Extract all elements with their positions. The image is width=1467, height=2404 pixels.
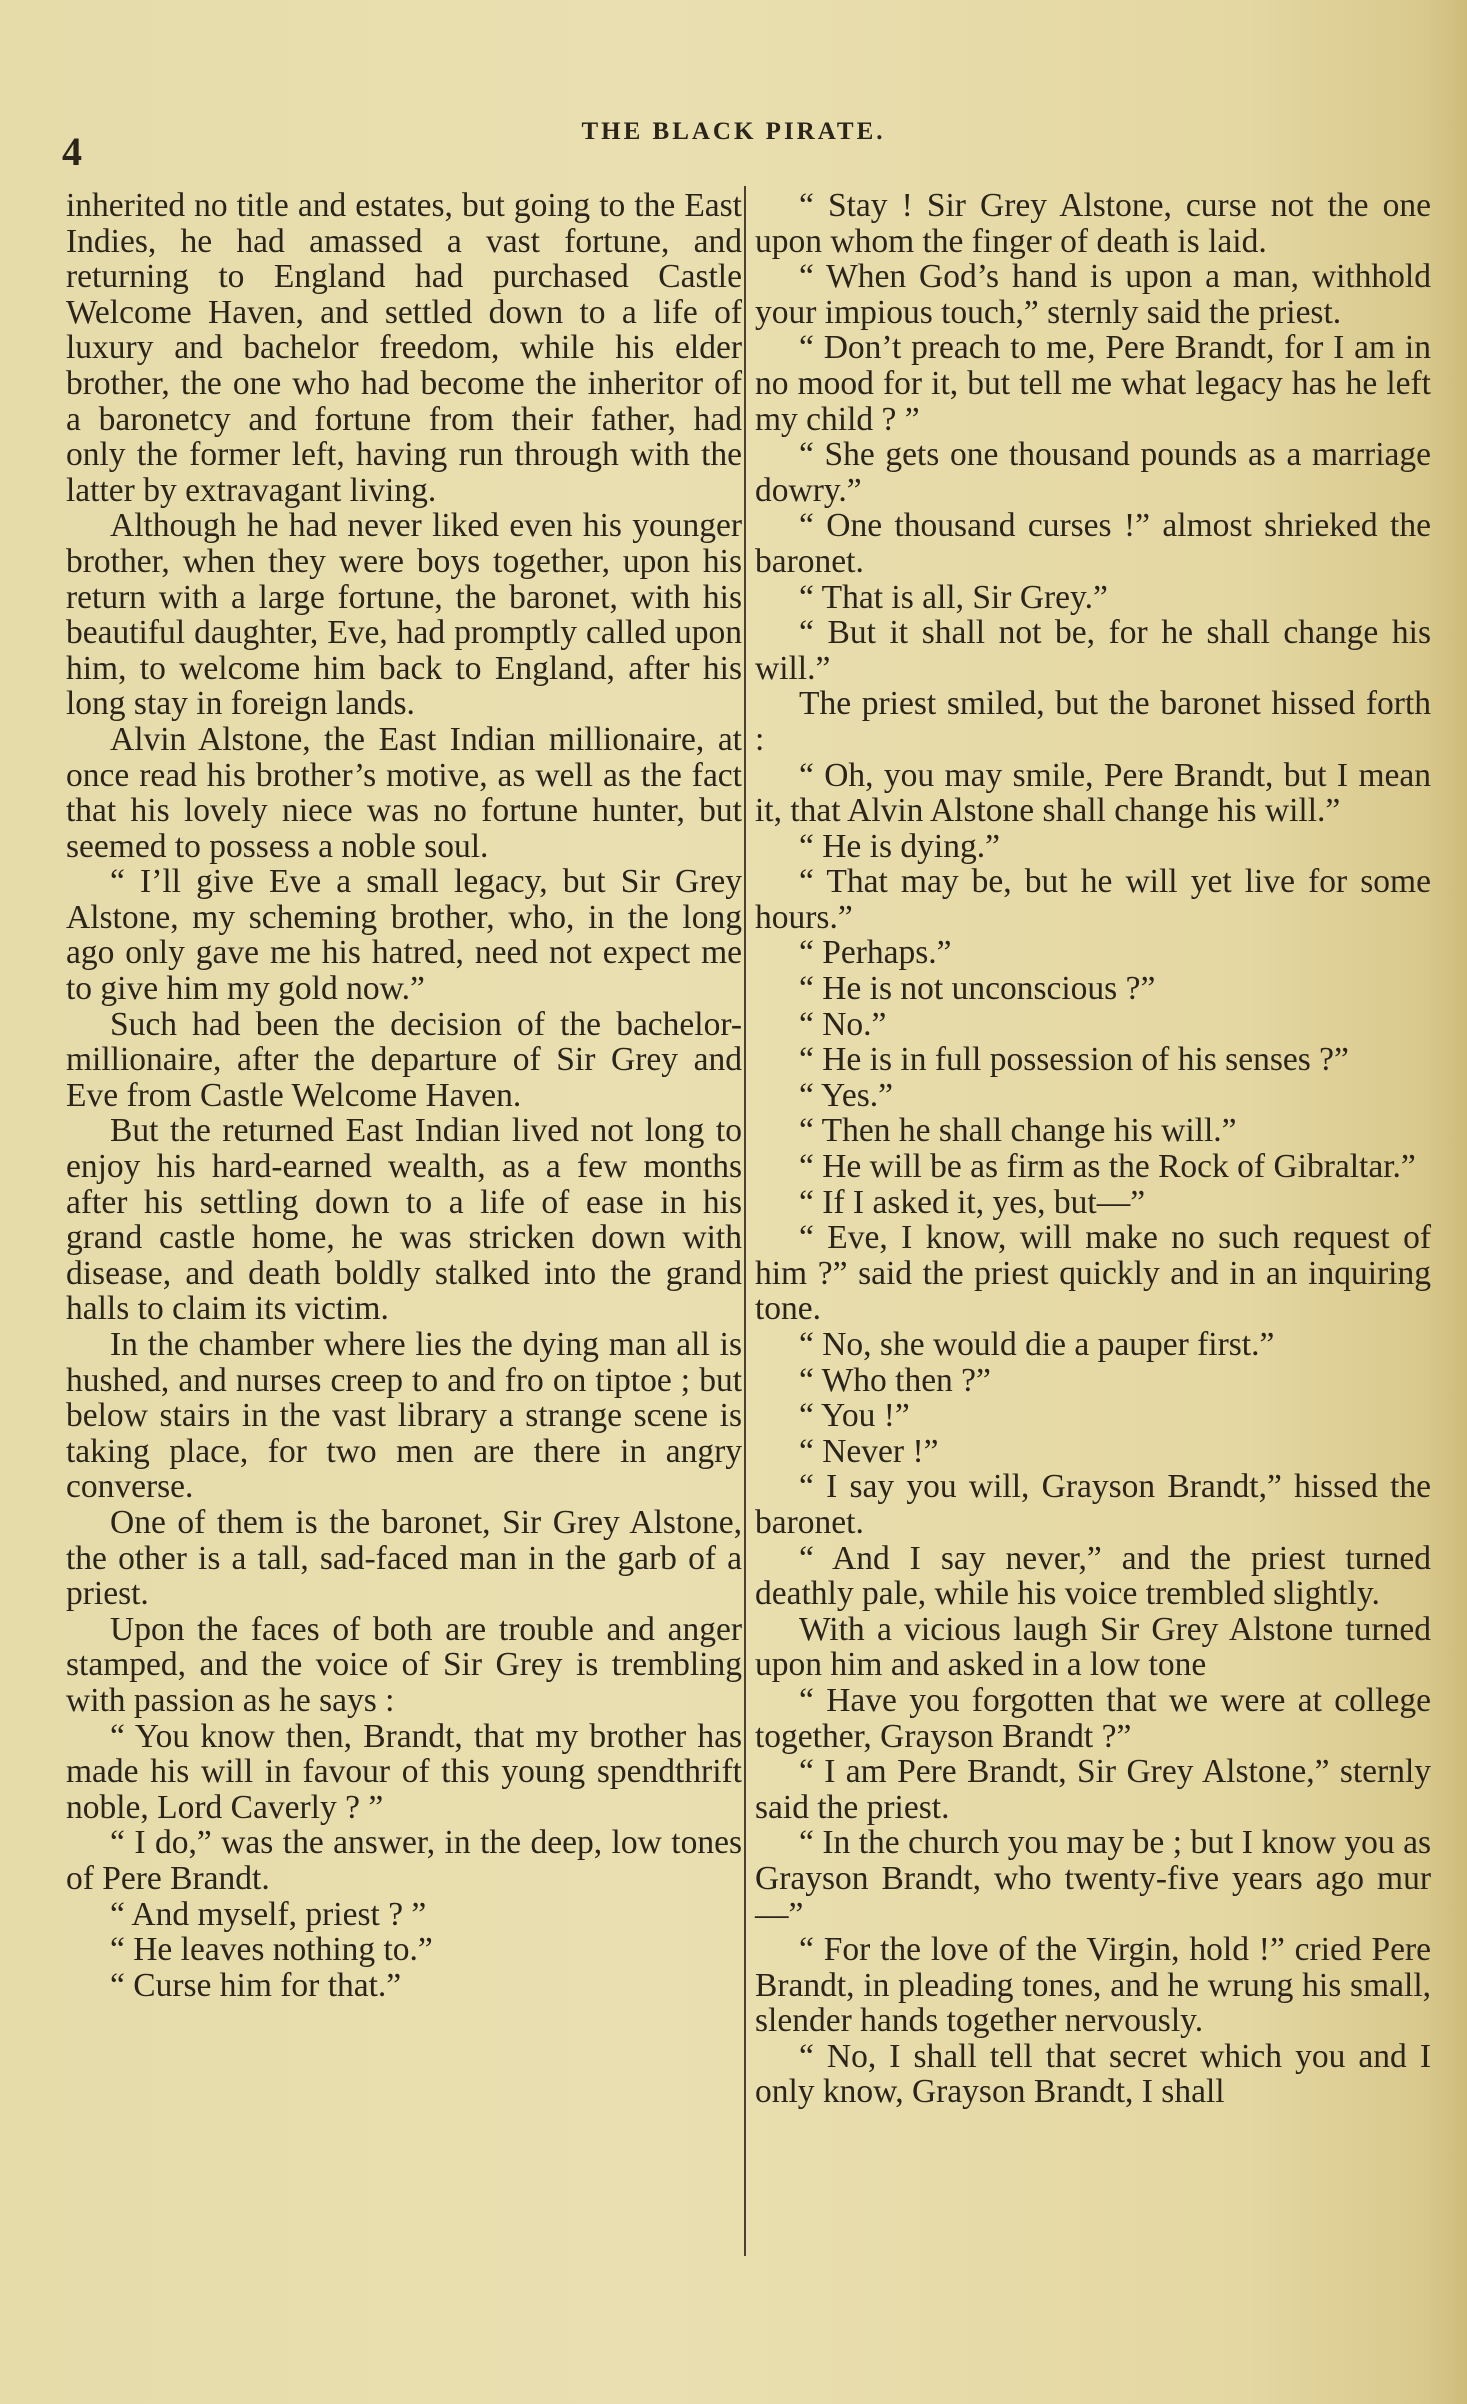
paragraph: “ No, she would die a pauper first.” — [799, 1326, 1275, 1363]
paragraph: “ That may be, but he will yet live for some hours.” — [755, 863, 1431, 936]
paragraph: “ He will be as firm as the Rock of Gibraltar.” — [799, 1148, 1416, 1186]
paragraph: “ Stay ! Sir Grey Alstone, curse not the one upon whom the finger of death is laid. — [755, 187, 1431, 260]
right-column — [755, 188, 1431, 2110]
paragraph: “ One thousand curses !” almost shrieked the baronet. — [755, 507, 1431, 580]
running-title: THE BLACK PIRATE. — [581, 118, 886, 145]
paragraph: “ You know then, Brandt, that my brother has made his will in favour of this young spendthrift noble, Lord Caverly ? ” — [66, 1717, 742, 1826]
paragraph: But the returned East Indian lived not long to enjoy his hard-earned wealth, as a few months after his settling down to a life of ease in his grand castle home, he was stricken down with disease, and death boldly stalked into the grand halls to claim its victim. — [66, 1112, 742, 1328]
paragraph: The priest smiled, but the baronet hissed forth : — [755, 685, 1431, 758]
paragraph: “ No.” — [799, 1005, 887, 1043]
paragraph: “ No, I shall tell that secret which you and I only know, Grayson Brandt, I shall — [755, 2037, 1431, 2111]
paragraph: “ Perhaps.” — [799, 934, 952, 972]
paragraph: “ If I asked it, yes, but—” — [799, 1183, 1146, 1221]
paragraph: In the chamber where lies the dying man all is hushed, and nurses creep to and fro on tiptoe ; but below stairs in the vast library a strange scene is taking place, for two men are there in angry converse. — [66, 1326, 742, 1506]
paragraph: “ She gets one thousand pounds as a marriage dowry.” — [755, 436, 1431, 509]
paragraph: “ In the church you may be ; but I know you as Grayson Brandt, who twenty-five years ago mur—” — [755, 1824, 1431, 1933]
paragraph: “ And myself, priest ? ” — [110, 1895, 427, 1933]
paragraph: One of them is the baronet, Sir Grey Alstone, the other is a tall, sad-faced man in the garb of a priest. — [66, 1503, 742, 1613]
paragraph: “ I’ll give Eve a small legacy, but Sir Grey Alstone, my scheming brother, who, in the long ago only gave me his hatred, need not expect me to give him my gold now.” — [66, 863, 742, 1008]
paragraph: Although he had never liked even his younger brother, when they were boys together, upon his return with a large fortune, the baronet, with his beautiful daughter, Eve, had promptly called upon him, to welcome him back to England, after his long stay in foreign lands. — [66, 507, 742, 723]
left-column — [66, 188, 742, 2003]
paragraph: “ And I say never,” and the priest turned deathly pale, while his voice trembled slightly. — [755, 1539, 1431, 1613]
paragraph: “ When God’s hand is upon a man, withhold your impious touch,” sternly said the priest. — [755, 258, 1431, 331]
paragraph: “ He is not unconscious ?” — [799, 970, 1156, 1008]
paragraph: “ He leaves nothing to.” — [110, 1931, 433, 1969]
paragraph: “ For the love of the Virgin, hold !” cried Pere Brandt, in pleading tones, and he wrung his small, slender hands together nervously. — [755, 1931, 1431, 2040]
page-number: 4 — [62, 129, 82, 174]
paragraph: “ He is dying.” — [799, 827, 1000, 865]
column-divider — [744, 186, 746, 2256]
paragraph: “ Oh, you may smile, Pere Brandt, but I mean it, that Alvin Alstone shall change his will.” — [755, 756, 1431, 830]
paragraph: Alvin Alstone, the East Indian millionaire, at once read his brother’s motive, as well as the fact that his lovely niece was no fortune hunter, but seemed to possess a noble soul. — [66, 720, 742, 865]
paragraph: “ You !” — [799, 1397, 910, 1435]
paragraph: Such had been the decision of the bachelor-millionaire, after the departure of Sir Grey and Eve from Castle Welcome Haven. — [66, 1005, 742, 1114]
paragraph: “ Don’t preach to me, Pere Brandt, for I am in no mood for it, but tell me what legacy has he left my child ? ” — [755, 329, 1431, 438]
paragraph: “ Yes.” — [799, 1076, 893, 1114]
paragraph: Upon the faces of both are trouble and anger stamped, and the voice of Sir Grey is trembling with passion as he says : — [66, 1610, 742, 1719]
paragraph: With a vicious laugh Sir Grey Alstone turned upon him and asked in a low tone — [755, 1610, 1431, 1684]
paragraph: “ I say you will, Grayson Brandt,” hissed the baronet. — [755, 1468, 1431, 1541]
paragraph: “ Curse him for that.” — [110, 1966, 402, 2004]
paragraph: “ He is in full possession of his senses ?” — [799, 1041, 1349, 1079]
paragraph: “ Have you forgotten that we were at college together, Grayson Brandt ?” — [755, 1681, 1431, 1755]
paragraph: “ Never !” — [799, 1432, 939, 1470]
paragraph: “ That is all, Sir Grey.” — [799, 578, 1108, 616]
paragraph: “ I am Pere Brandt, Sir Grey Alstone,” sternly said the priest. — [755, 1753, 1431, 1826]
paragraph: “ But it shall not be, for he shall change his will.” — [755, 614, 1431, 687]
paragraph: “ I do,” was the answer, in the deep, low tones of Pere Brandt. — [66, 1824, 742, 1897]
paragraph: “ Who then ?” — [799, 1361, 991, 1399]
paragraph: inherited no title and estates, but going to the East Indies, he had amassed a vast fortune, and returning to England had purchased Castle Welcome Haven, and settled down to a life of luxury and bachelor freedom, while his elder brother, the one who had become the inheritor of a baronetcy and fortune from their father, had only the former left, having run through with the latter by extravagant living. — [66, 187, 742, 509]
paragraph: “ Eve, I know, will make no such request of him ?” said the priest quickly and in an inquiring tone. — [755, 1219, 1431, 1328]
paragraph: “ Then he shall change his will.” — [799, 1112, 1237, 1150]
